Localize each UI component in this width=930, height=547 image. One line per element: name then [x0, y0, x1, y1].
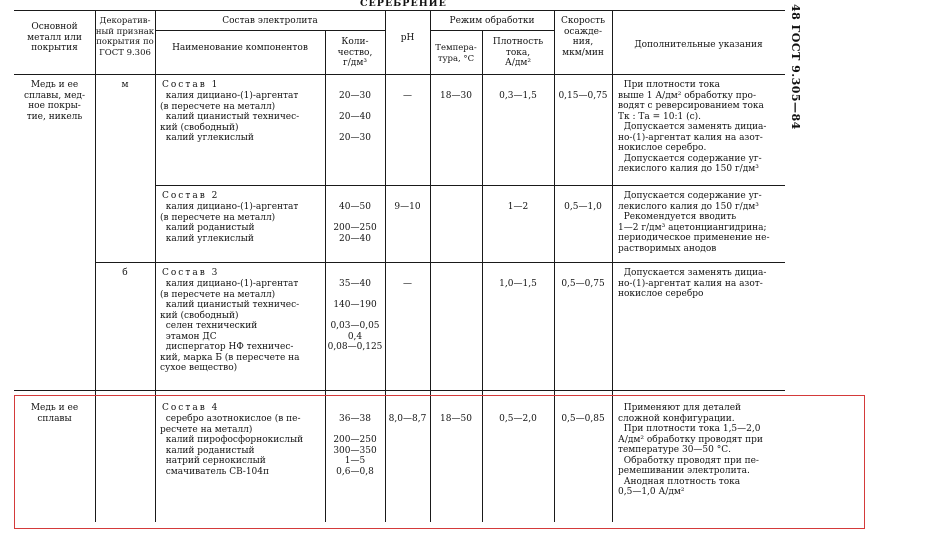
header-quantity: Коли- чество, г/дм³: [337, 37, 373, 68]
row2-current-density: 1—2: [507, 202, 529, 212]
row3-speed: 0,5—0,75: [561, 279, 605, 289]
row3-quantities: 35—40 140—190 0,03—0,05 0,4 0,08—0,125: [327, 279, 383, 352]
row1-decor: м: [121, 80, 129, 90]
header-sub-rule: [155, 30, 385, 31]
header-temperature: Темпера- тура, °С: [435, 43, 477, 64]
row4-quantities: 36—38 200—250 300—350 1—5 0,6—0,8: [333, 414, 377, 477]
row4-notes: Применяют для деталей сложной конфигурации. При плотности тока 1,5—2,0 А/дм² обработку проводят при температуре 30—50 °С. Обработку проводят при пе- ремешивании электролита. Анодная плотность тока 0,5—1,0 А/дм²: [618, 403, 763, 497]
row1-current-density: 0,3—1,5: [499, 91, 537, 101]
row4-ph: 8,0—8,7: [388, 414, 427, 424]
row3-decor: б: [122, 268, 128, 278]
row4-composition-title: Состав 4: [162, 403, 220, 413]
header-notes: Дополнительные указания: [634, 40, 763, 50]
row3-rule: [95, 262, 785, 263]
row1-quantities: 20—30 20—40 20—30: [339, 91, 371, 143]
row4-temperature: 18—50: [440, 414, 472, 424]
row4-base-metal: Медь и ее сплавы: [30, 403, 79, 424]
row2-components: калия дициано-(1)-аргентат (в пересчете на металл) калий роданистый калий углекислый: [160, 202, 299, 244]
row1-ph: —: [403, 91, 412, 101]
row1-components: калия дициано-(1)-аргентат (в пересчете на металл) калий цианистый техничес- кий (свободный) калий углекислый: [160, 91, 300, 143]
row1-temperature: 18—30: [440, 91, 472, 101]
header-component-name: Наименование компонентов: [172, 43, 308, 53]
side-header-text: 48 ГОСТ 9.305—84: [789, 4, 802, 130]
mode-sub-rule: [430, 30, 554, 31]
row2-quantities: 40—50 200—250 20—40: [333, 202, 377, 244]
header-current-density: Плотность тока, А/дм²: [492, 37, 544, 68]
row4-current-density: 0,5—2,0: [499, 414, 537, 424]
header-ph: pH: [400, 33, 415, 43]
highlight-box: [14, 395, 865, 529]
row3-notes: Допускается заменять дициа- но-(1)-аргентат калия на азот- нокислое серебро: [618, 268, 767, 299]
row3-current-density: 1,0—1,5: [499, 279, 537, 289]
header-composition-group: Состав электролита: [222, 16, 318, 26]
side-header: [784, 4, 806, 134]
row2-rule: [155, 185, 785, 186]
header-bottom-rule: [14, 74, 785, 75]
row3-components: калия дициано-(1)-аргентат (в пересчете на металл) калий цианистый техничес- кий (свободный) селен технический этамон ДС диспергатор НФ техничес- кий, марка Б (в пересчете на сухое вещество): [160, 279, 300, 373]
row1-base-metal: Медь и ее сплавы, мед- ное покры- тие, никель: [24, 80, 85, 122]
row1-notes: При плотности тока выше 1 А/дм² обработку про- водят с реверсированием тока Tк : Tа = 10:1 (с). Допускается заменять дициа- но-(1)-аргентат калия на азот- нокислое серебро. Допускается содержание уг- лекислого калия до 150 г/дм³: [618, 80, 767, 174]
document-title: СЕРЕБРЕНИЕ: [360, 0, 447, 9]
row4-speed: 0,5—0,85: [561, 414, 605, 424]
row1-composition-title: Состав 1: [162, 80, 220, 90]
row2-notes: Допускается содержание уг- лекислого калия до 150 г/дм³ Рекомендуется вводить 1—2 г/дм³ ацетонциангидрина; периодическое применение не- растворимых анодов: [618, 191, 770, 254]
table-top-rule: [14, 10, 785, 11]
header-mode-group: Режим обработки: [449, 16, 535, 26]
row3-composition-title: Состав 3: [162, 268, 220, 278]
header-decor: Декоратив- ный признак покрытия по ГОСТ 9.306: [95, 16, 155, 58]
row2-speed: 0,5—1,0: [564, 202, 602, 212]
header-speed: Скорость осажде- ния, мкм/мин: [560, 16, 606, 58]
row2-composition-title: Состав 2: [162, 191, 220, 201]
header-base-metal: Основной металл или покрытия: [27, 22, 82, 53]
row3-ph: —: [403, 279, 412, 289]
row4-rule: [14, 390, 785, 391]
row2-ph: 9—10: [394, 202, 421, 212]
row1-speed: 0,15—0,75: [558, 91, 608, 101]
row4-components: серебро азотнокислое (в пе- ресчете на металл) калий пирофосфорнокислый калий роданистый натрий сернокислый смачиватель СВ-104п: [160, 414, 304, 477]
